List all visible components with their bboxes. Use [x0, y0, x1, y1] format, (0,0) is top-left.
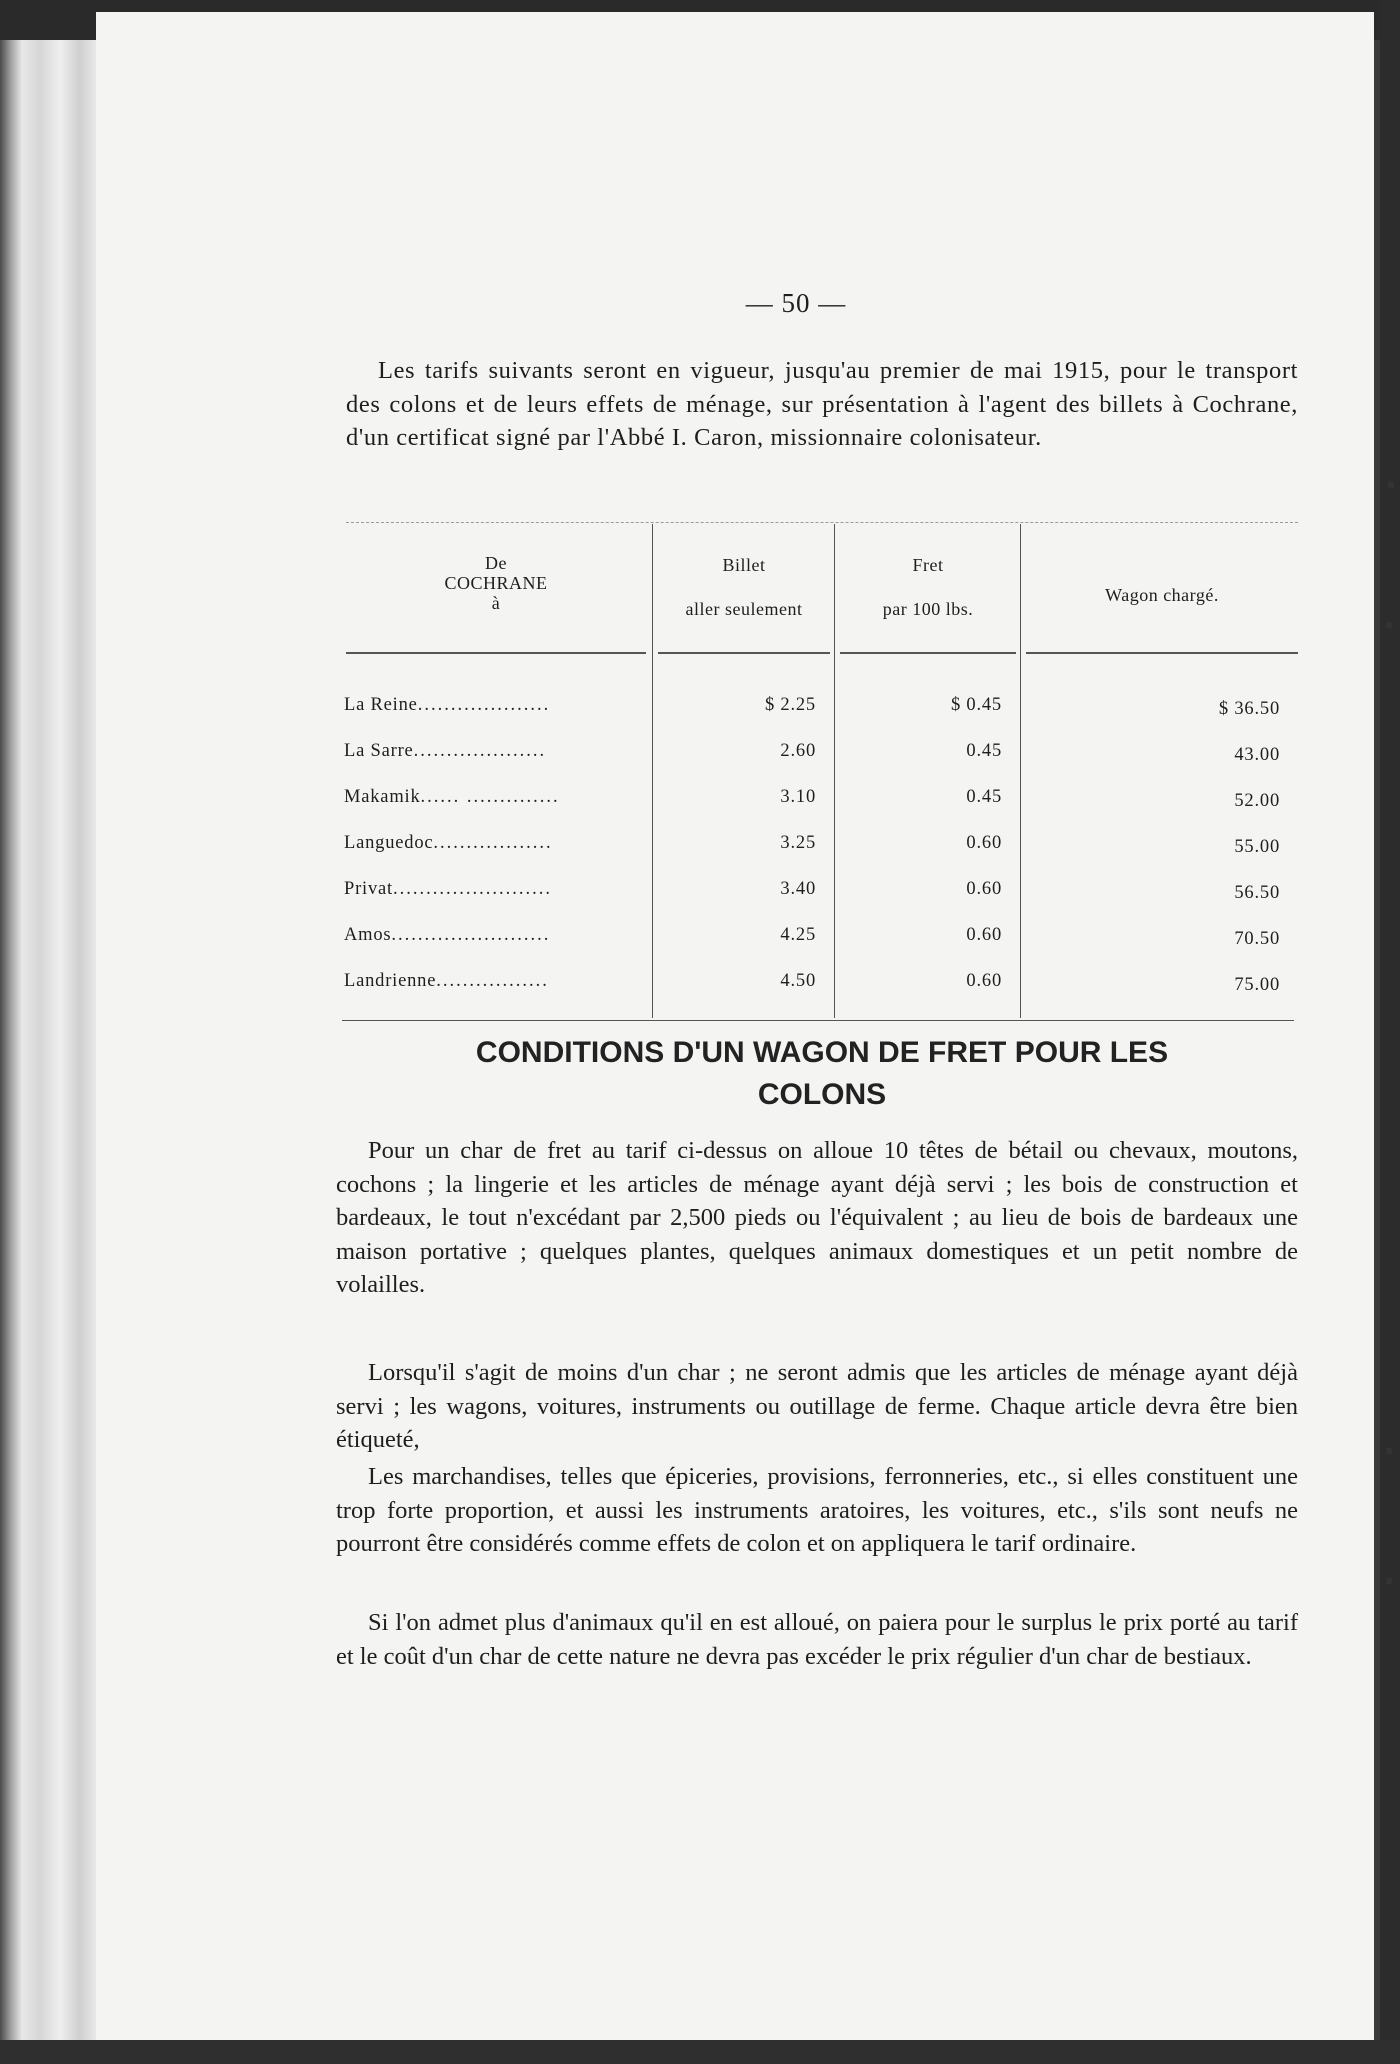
leader-dots: ................. — [436, 971, 549, 991]
station-name: Landrienne — [344, 971, 437, 991]
header-billet-line: aller seulement — [685, 599, 803, 619]
body-paragraph: Lorsqu'il s'agit de moins d'un char ; ne seront admis que les articles de ménage ayant déjà servi ; les wagons, voitures, instruments ou outillage de ferme. Chaque article devra être bien étiqueté, — [336, 1359, 1298, 1453]
wagon-price: 75.00 — [1234, 975, 1280, 995]
billet-price: 3.40 — [780, 879, 816, 899]
scan-background-bottom — [0, 2040, 1400, 2064]
leader-dots: .................... — [417, 695, 551, 715]
leader-dots: .................... — [413, 741, 547, 761]
scan-background-right — [1380, 0, 1400, 2064]
row-station — [344, 969, 636, 993]
header-billet-line: Billet — [722, 555, 766, 575]
header-from-line: à — [491, 593, 501, 613]
header-billet — [658, 552, 830, 622]
page-number: — 50 — — [745, 288, 847, 318]
table-column-divider — [1020, 524, 1021, 1018]
table-bottom-rule — [342, 1020, 1294, 1021]
leader-dots: .................. — [433, 833, 553, 853]
wagon-price: $ 36.50 — [1218, 699, 1280, 719]
row-station — [344, 739, 636, 763]
body-paragraph: Pour un char de fret au tarif ci-dessus on alloue 10 têtes de bétail ou chevaux, moutons, cochons ; la lingerie et les articles de ménage ayant déjà servi ; les bois de construction et bardeaux, le tout n'excédant par 2,500 pieds ou l'équivalent ; au lieu de bois de bardeaux une maison portative ; quelques plantes, quelques animaux domestiques et un petit nombre de volailles. — [336, 1137, 1298, 1298]
fret-price: 0.45 — [966, 741, 1002, 761]
billet-price: 3.10 — [780, 787, 816, 807]
header-fret — [840, 552, 1016, 622]
intro-paragraph: Les tarifs suivants seront en vigueur, jusqu'au premier de mai 1915, pour le transport des colons et de leurs effets de ménage, sur présentation à l'agent des billets à Cochrane, d'un certificat signé par l'Abbé I. Caron, missionnaire colonisateur. — [346, 357, 1298, 451]
fret-price: 0.60 — [966, 971, 1002, 991]
header-from-line: De — [485, 553, 507, 573]
station-name: La Sarre — [344, 741, 414, 761]
station-name: La Reine — [344, 695, 418, 715]
row-station — [344, 923, 636, 947]
section-heading — [346, 1032, 1298, 1116]
fret-price: 0.60 — [966, 833, 1002, 853]
header-wagon: Wagon chargé. — [1105, 585, 1219, 605]
body-paragraph: Si l'on admet plus d'animaux qu'il en est alloué, on paiera pour le surplus le prix porté au tarif et le coût d'un char de cette nature ne devra pas excéder le prix régulier d'un char de bestiaux. — [336, 1609, 1298, 1670]
section-heading-line: COLONS — [757, 1078, 887, 1111]
header-fret-line: par 100 lbs. — [882, 599, 974, 619]
table-column-divider — [834, 524, 835, 1018]
header-fret-line: Fret — [912, 555, 944, 575]
row-station — [344, 831, 636, 855]
billet-price: 2.60 — [780, 741, 816, 761]
station-name: Languedoc — [344, 833, 434, 853]
section-heading-line: CONDITIONS D'UN WAGON DE FRET POUR LES — [475, 1036, 1169, 1069]
station-name: Privat — [344, 879, 393, 899]
billet-price: $ 2.25 — [764, 695, 816, 715]
margin-speck — [1386, 1448, 1392, 1454]
leader-dots: ........................ — [393, 879, 552, 899]
fret-price: 0.45 — [966, 787, 1002, 807]
leader-dots: ........................ — [391, 925, 551, 945]
header-underline — [1026, 652, 1298, 654]
table-top-rule — [346, 522, 1298, 523]
header-underline — [840, 652, 1016, 654]
station-name: Makamik — [344, 787, 421, 807]
leader-dots: ...... .............. — [420, 787, 560, 807]
page-edge-stack — [0, 40, 96, 2040]
header-from-line: COCHRANE — [444, 573, 548, 593]
row-station — [344, 785, 636, 809]
wagon-price: 70.50 — [1234, 929, 1280, 949]
body-paragraph: Les marchandises, telles que épiceries, provisions, ferronneries, etc., si elles constituent une trop forte proportion, et aussi les instruments aratoires, les voitures, etc., s'ils sont neufs ne pourront être considérés comme effets de colon et on appliquera le tarif ordinaire. — [336, 1463, 1298, 1557]
header-underline — [346, 652, 646, 654]
fret-price: 0.60 — [966, 879, 1002, 899]
billet-price: 4.50 — [780, 971, 816, 991]
wagon-price: 43.00 — [1234, 745, 1280, 765]
billet-price: 3.25 — [780, 833, 816, 853]
wagon-price: 55.00 — [1234, 837, 1280, 857]
row-station — [344, 693, 636, 717]
margin-speck — [1386, 622, 1392, 628]
wagon-price: 52.00 — [1234, 791, 1280, 811]
margin-speck — [1388, 482, 1394, 488]
margin-speck — [1386, 1578, 1392, 1584]
billet-price: 4.25 — [780, 925, 816, 945]
fret-price: 0.60 — [966, 925, 1002, 945]
header-underline — [658, 652, 830, 654]
station-name: Amos — [344, 925, 392, 945]
table-column-divider — [652, 524, 653, 1018]
header-from — [346, 550, 646, 616]
document-page — [96, 12, 1374, 2044]
wagon-price: 56.50 — [1234, 883, 1280, 903]
row-station — [344, 877, 636, 901]
fret-price: $ 0.45 — [950, 695, 1002, 715]
